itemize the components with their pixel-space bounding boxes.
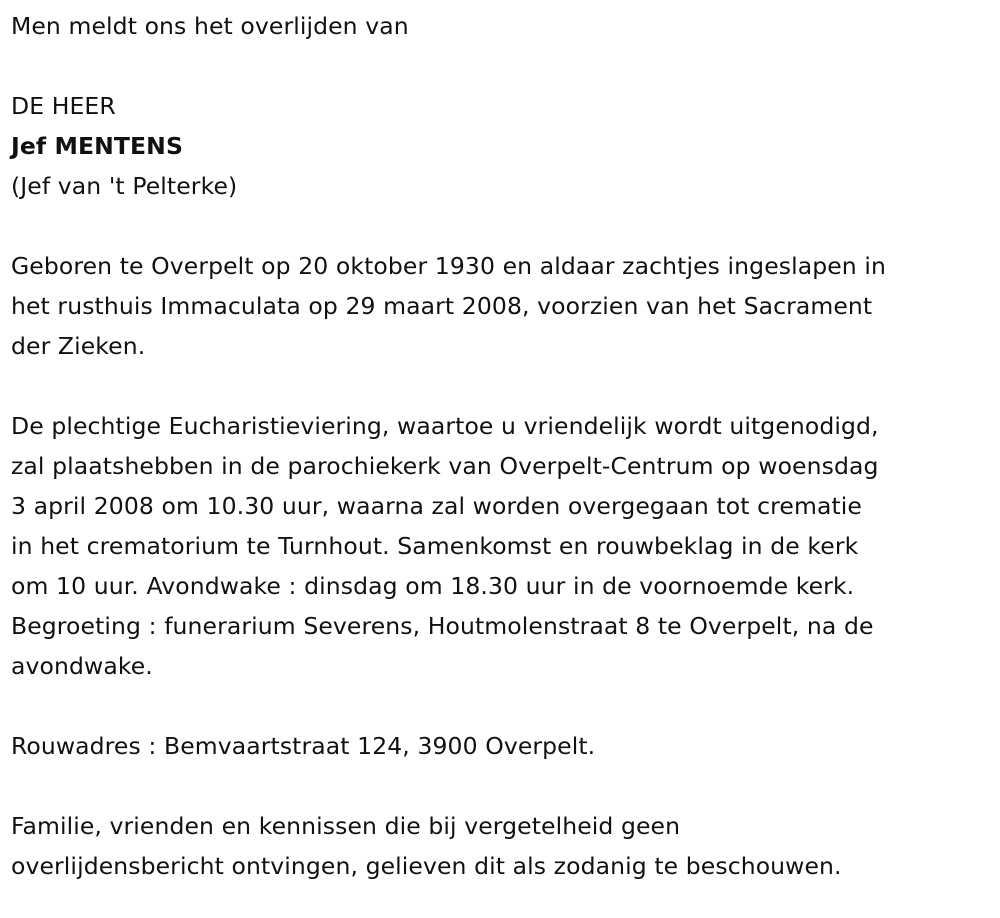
spacer xyxy=(11,366,996,406)
spacer xyxy=(11,766,996,806)
death-notice xyxy=(11,6,996,886)
paragraph-line: in het crematorium te Turnhout. Samenkomst en rouwbeklag in de kerk xyxy=(11,532,859,560)
spacer xyxy=(11,686,996,726)
closing-paragraph xyxy=(11,806,996,886)
birth-death-paragraph xyxy=(11,246,996,366)
paragraph-line: avondwake. xyxy=(11,652,153,680)
honorific-title: DE HEER xyxy=(11,92,116,120)
intro-line: Men meldt ons het overlijden van xyxy=(11,12,409,40)
paragraph-line: der Zieken. xyxy=(11,332,146,360)
ceremony-paragraph xyxy=(11,406,996,686)
spacer xyxy=(11,46,996,86)
paragraph-line: Begroeting : funerarium Severens, Houtmolenstraat 8 te Overpelt, na de xyxy=(11,612,874,640)
paragraph-line: zal plaatshebben in de parochiekerk van Overpelt-Centrum op woensdag xyxy=(11,452,879,480)
paragraph-line: om 10 uur. Avondwake : dinsdag om 18.30 uur in de voornoemde kerk. xyxy=(11,572,855,600)
paragraph-line: De plechtige Eucharistieviering, waartoe u vriendelijk wordt uitgenodigd, xyxy=(11,412,879,440)
mourning-address: Rouwadres : Bemvaartstraat 124, 3900 Overpelt. xyxy=(11,732,596,760)
paragraph-line: 3 april 2008 om 10.30 uur, waarna zal worden overgegaan tot crematie xyxy=(11,492,862,520)
deceased-name: Jef MENTENS xyxy=(11,132,183,160)
paragraph-line: overlijdensbericht ontvingen, gelieven dit als zodanig te beschouwen. xyxy=(11,852,842,880)
paragraph-line: het rusthuis Immaculata op 29 maart 2008, voorzien van het Sacrament xyxy=(11,292,873,320)
paragraph-line: Familie, vrienden en kennissen die bij vergetelheid geen xyxy=(11,812,681,840)
spacer xyxy=(11,206,996,246)
paragraph-line: Geboren te Overpelt op 20 oktober 1930 en aldaar zachtjes ingeslapen in xyxy=(11,252,886,280)
deceased-nickname: (Jef van 't Pelterke) xyxy=(11,172,238,200)
